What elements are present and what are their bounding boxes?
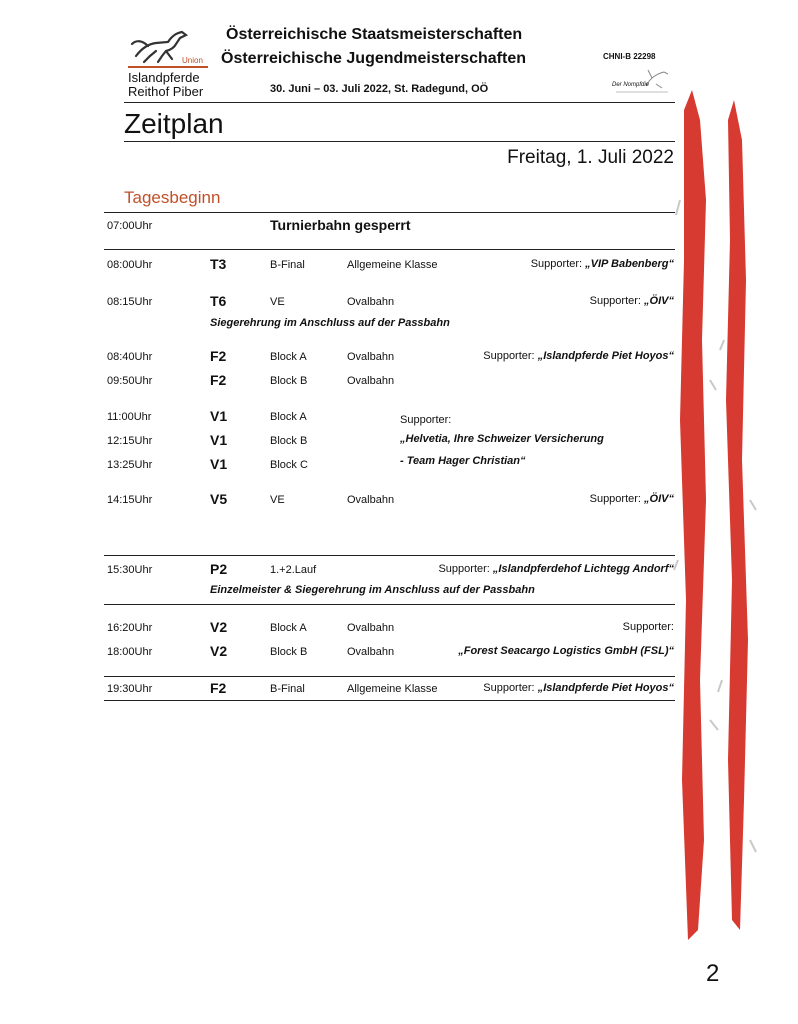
row-class: VE xyxy=(270,494,285,506)
row-time: 13:25Uhr xyxy=(107,459,153,471)
row-time: 08:15Uhr xyxy=(107,296,153,308)
logo-divider xyxy=(128,66,208,68)
row-supporter xyxy=(438,563,674,575)
supporter-label: Supporter: xyxy=(589,493,641,505)
row-code: V1 xyxy=(210,408,228,424)
row-code: F2 xyxy=(210,372,227,388)
row-class: Block A xyxy=(270,351,307,363)
row-supporter xyxy=(531,258,674,270)
row-supporter xyxy=(590,493,674,505)
row-class: Block A xyxy=(270,411,307,423)
row-code: T3 xyxy=(210,256,227,272)
day-heading: Freitag, 1. Juli 2022 xyxy=(507,147,674,168)
title-rule xyxy=(124,141,675,142)
row-time: 18:00Uhr xyxy=(107,646,153,658)
sponsor-logo-text: Der Nompfdie xyxy=(612,82,650,88)
row-time: 14:15Uhr xyxy=(107,494,153,506)
row-class: VE xyxy=(270,296,285,308)
row-time: 16:20Uhr xyxy=(107,622,153,634)
supporter-label: Supporter: xyxy=(530,258,583,270)
logo-union-label: Union xyxy=(182,56,203,65)
supporter-label: Supporter: xyxy=(589,295,641,307)
header-rule xyxy=(124,102,675,103)
row-time: 07:00Uhr xyxy=(107,220,153,232)
row-divider xyxy=(104,700,675,701)
row-supporter xyxy=(458,645,674,657)
supporter-name: „Islandpferde Piet Hoyos“ xyxy=(537,350,674,362)
row-code: V5 xyxy=(210,491,228,507)
page-number: 2 xyxy=(706,960,720,987)
row-class: Block C xyxy=(270,459,308,471)
v1-supporter-line2: - Team Hager Christian“ xyxy=(400,455,526,467)
red-stripes-decoration xyxy=(670,80,760,950)
row-code: V2 xyxy=(210,643,228,659)
header-title-2: Österreichische Jugendmeisterschaften xyxy=(221,50,527,67)
row-code: F2 xyxy=(210,348,227,364)
row-class: Block B xyxy=(270,646,308,658)
row-time: 12:15Uhr xyxy=(107,435,153,447)
supporter-label: Supporter: xyxy=(483,682,535,694)
supporter-name: „Forest Seacargo Logistics GmbH (FSL)“ xyxy=(458,645,674,657)
row-divider xyxy=(104,676,675,677)
supporter-name: „ÖIV“ xyxy=(644,493,674,505)
section-heading: Tagesbeginn xyxy=(124,188,221,207)
row-class: B-Final xyxy=(270,259,305,271)
header-title-1: Österreichische Staatsmeisterschaften xyxy=(226,26,523,43)
row-class: Block B xyxy=(270,435,308,447)
row-track: Allgemeine Klasse xyxy=(347,683,438,695)
row-track: Ovalbahn xyxy=(347,351,395,363)
row-track: Ovalbahn xyxy=(347,494,395,506)
row-track: Ovalbahn xyxy=(347,622,395,634)
row-divider xyxy=(104,212,675,213)
row-divider xyxy=(104,555,675,556)
row-time: 08:00Uhr xyxy=(107,259,153,271)
row-code: F2 xyxy=(210,680,227,696)
row-code: T6 xyxy=(210,293,227,309)
row-supporter xyxy=(483,350,674,362)
row-code: V1 xyxy=(210,456,228,472)
row-divider xyxy=(104,249,675,250)
row-note: Einzelmeister & Siegerehrung im Anschluss auf der Passbahn xyxy=(210,584,535,596)
row-track: Allgemeine Klasse xyxy=(347,259,438,271)
sponsor-horse-icon xyxy=(612,64,672,94)
row-title: Turnierbahn gesperrt xyxy=(270,217,411,233)
row-supporter xyxy=(590,295,674,307)
row-class: Block A xyxy=(270,622,307,634)
supporter-name: „Islandpferdehof Lichtegg Andorf“ xyxy=(492,563,674,575)
v1-supporter-label: Supporter: xyxy=(400,414,452,426)
page-title: Zeitplan xyxy=(124,108,224,139)
row-time: 15:30Uhr xyxy=(107,564,153,576)
row-note: Siegerehrung im Anschluss auf der Passbahn xyxy=(210,317,450,329)
row-time: 08:40Uhr xyxy=(107,351,153,363)
supporter-label: Supporter: xyxy=(438,563,490,575)
logo-line2: Reithof Piber xyxy=(128,84,204,99)
row-code: V1 xyxy=(210,432,228,448)
supporter-label: Supporter: xyxy=(483,350,535,362)
row-divider xyxy=(104,604,675,605)
row-class: B-Final xyxy=(270,683,305,695)
v1-supporter-line1: „Helvetia, Ihre Schweizer Versicherung xyxy=(400,433,604,445)
supporter-name: „VIP Babenberg“ xyxy=(585,258,674,270)
row-track: Ovalbahn xyxy=(347,646,395,658)
row-time: 09:50Uhr xyxy=(107,375,153,387)
logo-line1: Islandpferde xyxy=(128,70,200,85)
row-code: V2 xyxy=(210,619,228,635)
supporter-name: „Islandpferde Piet Hoyos“ xyxy=(537,682,674,694)
row-supporter xyxy=(483,682,674,694)
event-code: CHNI-B 22298 xyxy=(603,52,656,61)
row-supporter xyxy=(623,621,674,633)
supporter-label: Supporter: xyxy=(622,621,674,633)
header-subtitle: 30. Juni – 03. Juli 2022, St. Radegund, OÖ xyxy=(270,83,489,95)
row-track: Ovalbahn xyxy=(347,296,395,308)
row-class: Block B xyxy=(270,375,308,387)
row-track: Ovalbahn xyxy=(347,375,395,387)
supporter-name: „ÖIV“ xyxy=(644,295,674,307)
row-class: 1.+2.Lauf xyxy=(270,564,317,576)
row-code: P2 xyxy=(210,561,228,577)
horse-logo-icon xyxy=(128,26,190,64)
row-time: 19:30Uhr xyxy=(107,683,153,695)
row-time: 11:00Uhr xyxy=(107,411,152,423)
